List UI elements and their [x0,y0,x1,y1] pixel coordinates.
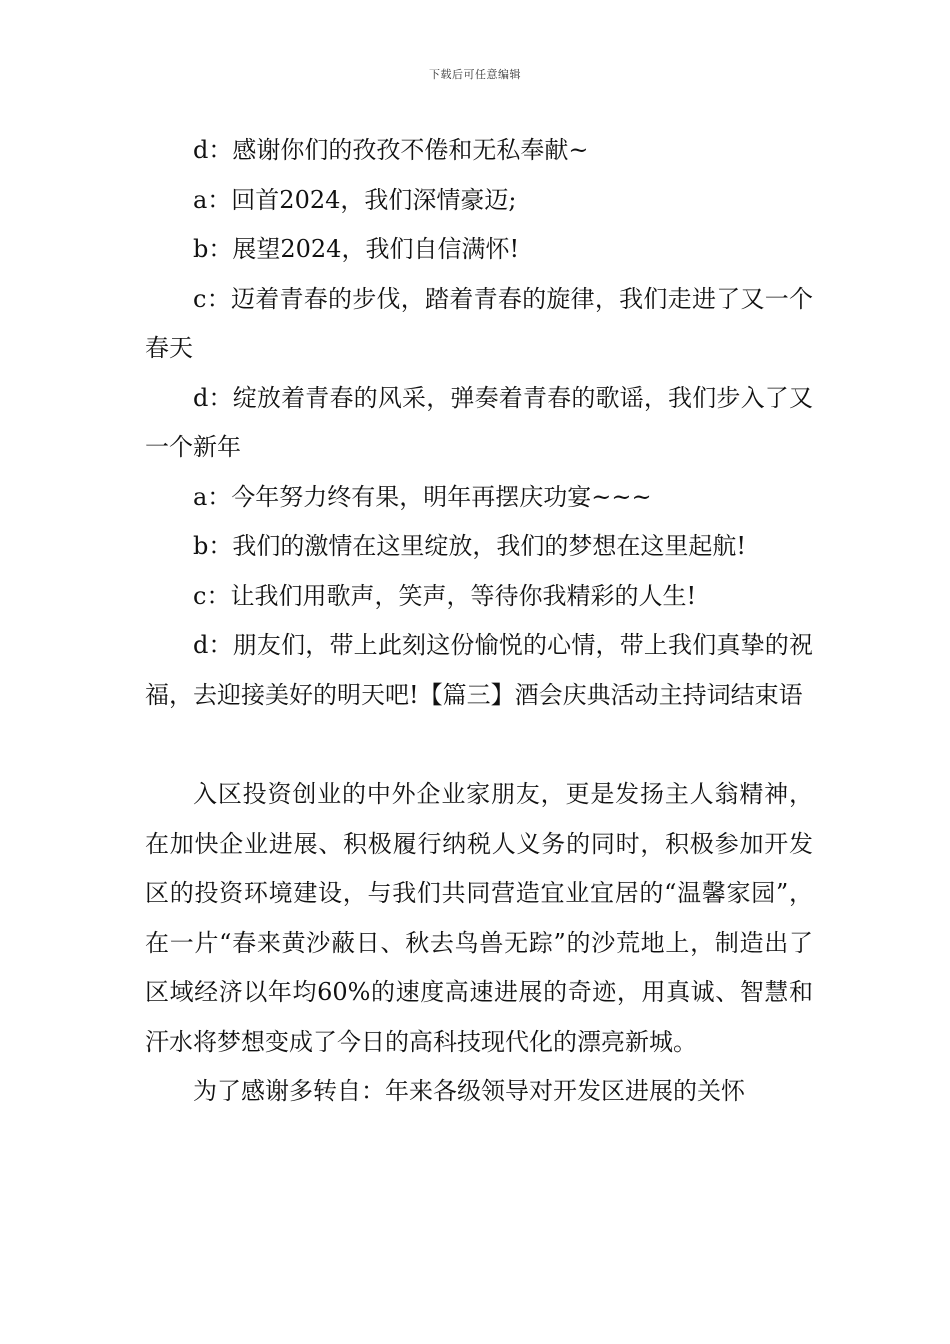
document-body [145,126,813,1117]
paragraph: d：朋友们，带上此刻这份愉悦的心情，带上我们真挚的祝福，去迎接美好的明天吧!【篇三】酒会庆典活动主持词结束语 [145,631,813,709]
paragraph: c：让我们用歌声，笑声，等待你我精彩的人生! [193,581,697,610]
paragraph: a：今年努力终有果，明年再摆庆功宴~~~ [193,482,652,511]
paragraph: d：感谢你们的孜孜不倦和无私奉献~ [193,136,589,164]
paragraph: c：迈着青春的步伐，踏着青春的旋律，我们走进了又一个春天 [145,284,813,362]
paragraph-gap [145,720,813,770]
paragraph: 入区投资创业的中外企业家朋友，更是发扬主人翁精神，在加快企业进展、积极履行纳税人义务的同时，积极参加开发区的投资环境建设，与我们共同营造宜业宜居的“温馨家园”，在一片“春来黄沙蔽日、秋去鸟兽无踪”的沙荒地上，制造出了区域经济以年均60%的速度高速进展的奇迹，用真诚、智慧和汗水将梦想变成了今日的高科技现代化的漂亮新城。 [145,780,813,1056]
paragraph: 为了感谢多转自：年来各级领导对开发区进展的关怀 [193,1077,745,1105]
paragraph: b：我们的激情在这里绽放，我们的梦想在这里起航! [193,532,747,560]
paragraph: d：绽放着青春的风采，弹奏着青春的歌谣，我们步入了又一个新年 [145,383,813,461]
paragraph: b：展望2024，我们自信满怀! [193,235,520,263]
paragraph: a：回首2024，我们深情豪迈; [193,185,517,214]
page-header-note: 下载后可任意编辑 [429,68,521,81]
